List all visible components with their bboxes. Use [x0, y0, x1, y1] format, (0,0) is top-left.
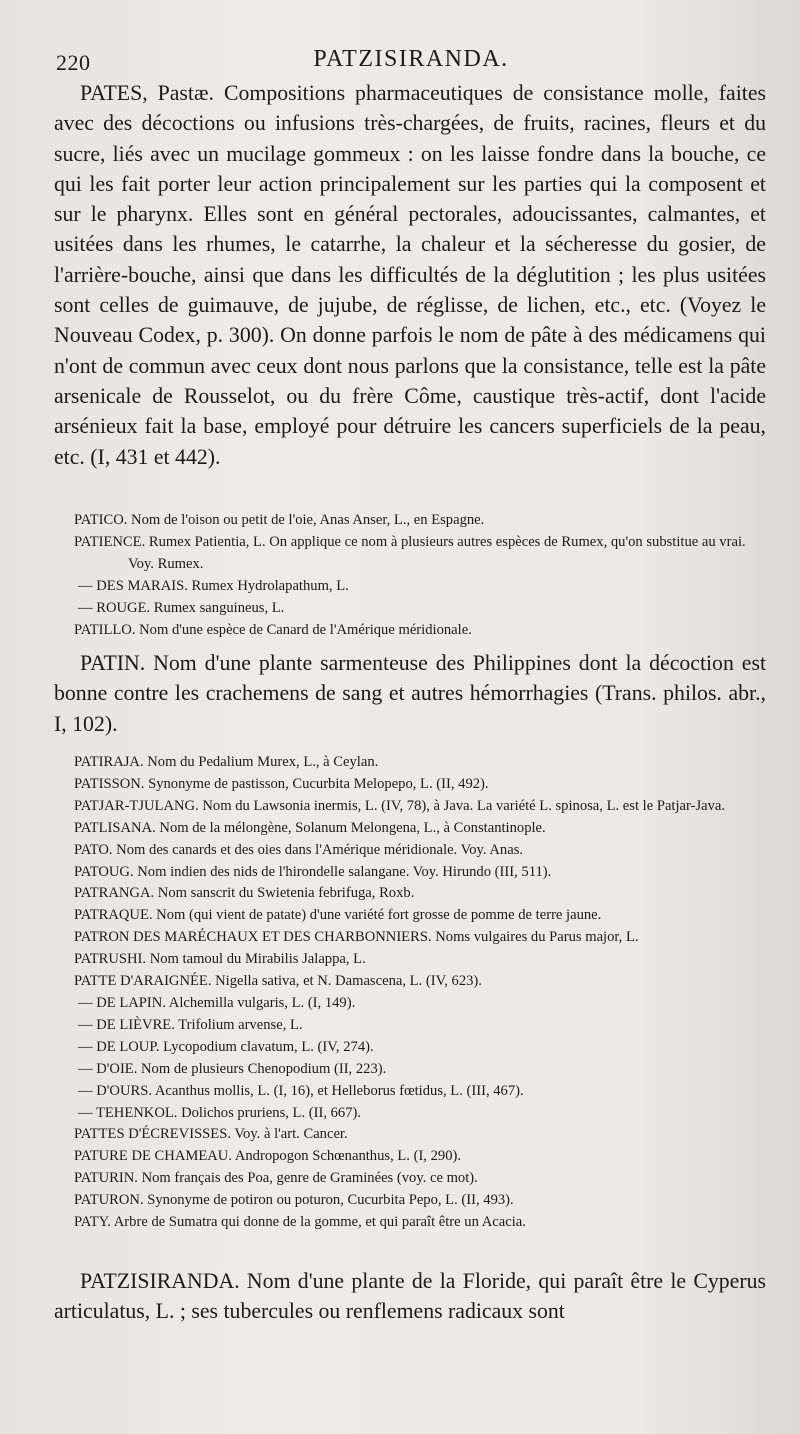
entry-patranga: PATRANGA. Nom sanscrit du Swietenia febrifuga, Roxb. — [74, 885, 415, 902]
entry-patte-loup: — DE LOUP. Lycopodium clavatum, L. (IV, 274). — [78, 1038, 374, 1055]
entry-pattes-ecrevisses: PATTES D'ÉCREVISSES. Voy. à l'art. Cancer. — [74, 1126, 348, 1143]
page-number: 220 — [56, 50, 91, 75]
entry-patraque: PATRAQUE. Nom (qui vient de patate) d'une variété fort grosse de pomme de terre jaune. — [74, 907, 602, 924]
entry-patience-marais: — DES MARAIS. Rumex Hydrolapathum, L. — [78, 577, 349, 594]
entry-patrushi: PATRUSHI. Nom tamoul du Mirabilis Jalappa, L. — [74, 951, 366, 968]
entry-patzisiranda-block — [54, 1266, 766, 1327]
entry-patte-tehenkol: — TEHENKOL. Dolichos pruriens, L. (II, 667). — [78, 1104, 362, 1121]
entry-patin: PATIN. Nom d'une plante sarmenteuse des Philippines dont la décoction est bonne contre les crachemens de sang et autres hémorrhagies (Trans. philos. abr., I, 102). — [54, 651, 766, 736]
running-head: PATZISIRANDA. — [313, 46, 509, 72]
entry-paty: PATY. Arbre de Sumatra qui donne de la gomme, et qui paraît être un Acacia. — [74, 1214, 526, 1231]
entry-patico: PATICO. Nom de l'oison ou petit de l'oie, Anas Anser, L., en Espagne. — [74, 512, 485, 528]
entry-pato: PATO. Nom des canards et des oies dans l'Amérique méridionale. Voy. Anas. — [74, 841, 524, 858]
entry-pates: PATES, Pastæ. Compositions pharmaceutiques de consistance molle, faites avec des décoctions ou infusions très-chargées, de fruits, racines, fleurs et du sucre, liés avec un mucilage gommeux : on les laisse fondre dans la bouche, ce qui les fait porter leur action principalement sur les parties qui la composent et sur le pharynx. Elles sont en général pectorales, adoucissantes, calmantes, et usitées dans les rhumes, le catarrhe, la chaleur et la sécheresse du gosier, de l'arrière-bouche, ainsi que dans les difficultés de la déglutition ; les plus usitées sont celles de guimauve, de jujube, de réglisse, de lichen, etc., etc. (Voyez le Nouveau Codex, p. 300). On donne parfois le nom de pâte à des médicamens qui n'ont de commun avec ceux dont nous parlons que la consistance, telle est la pâte arsenicale de Rousselot, ou du frère Côme, caustique très-actif, dont l'acide arsénieux fait la base, employé pour détruire les cancers superficiels de la peau, etc. (I, 431 et 442). — [54, 81, 766, 469]
entry-patoug: PATOUG. Nom indien des nids de l'hirondelle salangane. Voy. Hirundo (III, 511). — [74, 863, 552, 880]
entry-paturin: PATURIN. Nom français des Poa, genre de Graminées (voy. ce mot). — [74, 1170, 478, 1187]
entry-patience-rouge: — ROUGE. Rumex sanguineus, L. — [78, 599, 285, 616]
small-entries-block-1 — [54, 510, 766, 641]
entry-patience: PATIENCE. Rumex Patientia, L. On applique ce nom à plusieurs autres espèces de Rumex, qu'on substitue au vrai. Voy. Rumex. — [74, 533, 746, 572]
entry-patillo: PATILLO. Nom d'une espèce de Canard de l'Amérique méridionale. — [74, 621, 472, 638]
entry-patron: PATRON DES MARÉCHAUX ET DES CHARBONNIERS. Noms vulgaires du Parus major, L. — [74, 929, 639, 946]
entry-patte-oie: — D'OIE. Nom de plusieurs Chenopodium (II, 223). — [78, 1060, 387, 1077]
entry-patisson: PATISSON. Synonyme de pastisson, Cucurbita Melopepo, L. (II, 492). — [74, 775, 489, 792]
entry-patte-araignee: PATTE D'ARAIGNÉE. Nigella sativa, et N. Damascena, L. (IV, 623). — [74, 973, 482, 990]
small-entries-block-2 — [54, 752, 766, 1234]
entry-patte-lievre: — DE LIÈVRE. Trifolium arvense, L. — [78, 1016, 303, 1033]
entry-pates-block — [54, 78, 766, 472]
entry-patjar-tjulang: PATJAR-TJULANG. Nom du Lawsonia inermis, L. (IV, 78), à Java. La variété L. spinosa, L. est le Patjar-Java. — [74, 797, 726, 814]
entry-patlisana: PATLISANA. Nom de la mélongène, Solanum Melongena, L., à Constantinople. — [74, 819, 546, 836]
entry-patte-lapin: — DE LAPIN. Alchemilla vulgaris, L. (I, 149). — [78, 994, 356, 1011]
entry-patiraja: PATIRAJA. Nom du Pedalium Murex, L., à Ceylan. — [74, 754, 379, 770]
entry-paturon: PATURON. Synonyme de potiron ou poturon, Cucurbita Pepo, L. (II, 493). — [74, 1192, 514, 1209]
page-header — [56, 44, 766, 78]
entry-patzisiranda: PATZISIRANDA. Nom d'une plante de la Floride, qui paraît être le Cyperus articulatus, L. ; ses tubercules ou renflemens radicaux sont — [54, 1269, 766, 1324]
entry-patte-ours: — D'OURS. Acanthus mollis, L. (I, 16), et Helleborus fœtidus, L. (III, 467). — [78, 1082, 524, 1099]
entry-patin-block — [54, 648, 766, 739]
entry-pature-chameau: PATURE DE CHAMEAU. Andropogon Schœnanthus, L. (I, 290). — [74, 1148, 461, 1165]
